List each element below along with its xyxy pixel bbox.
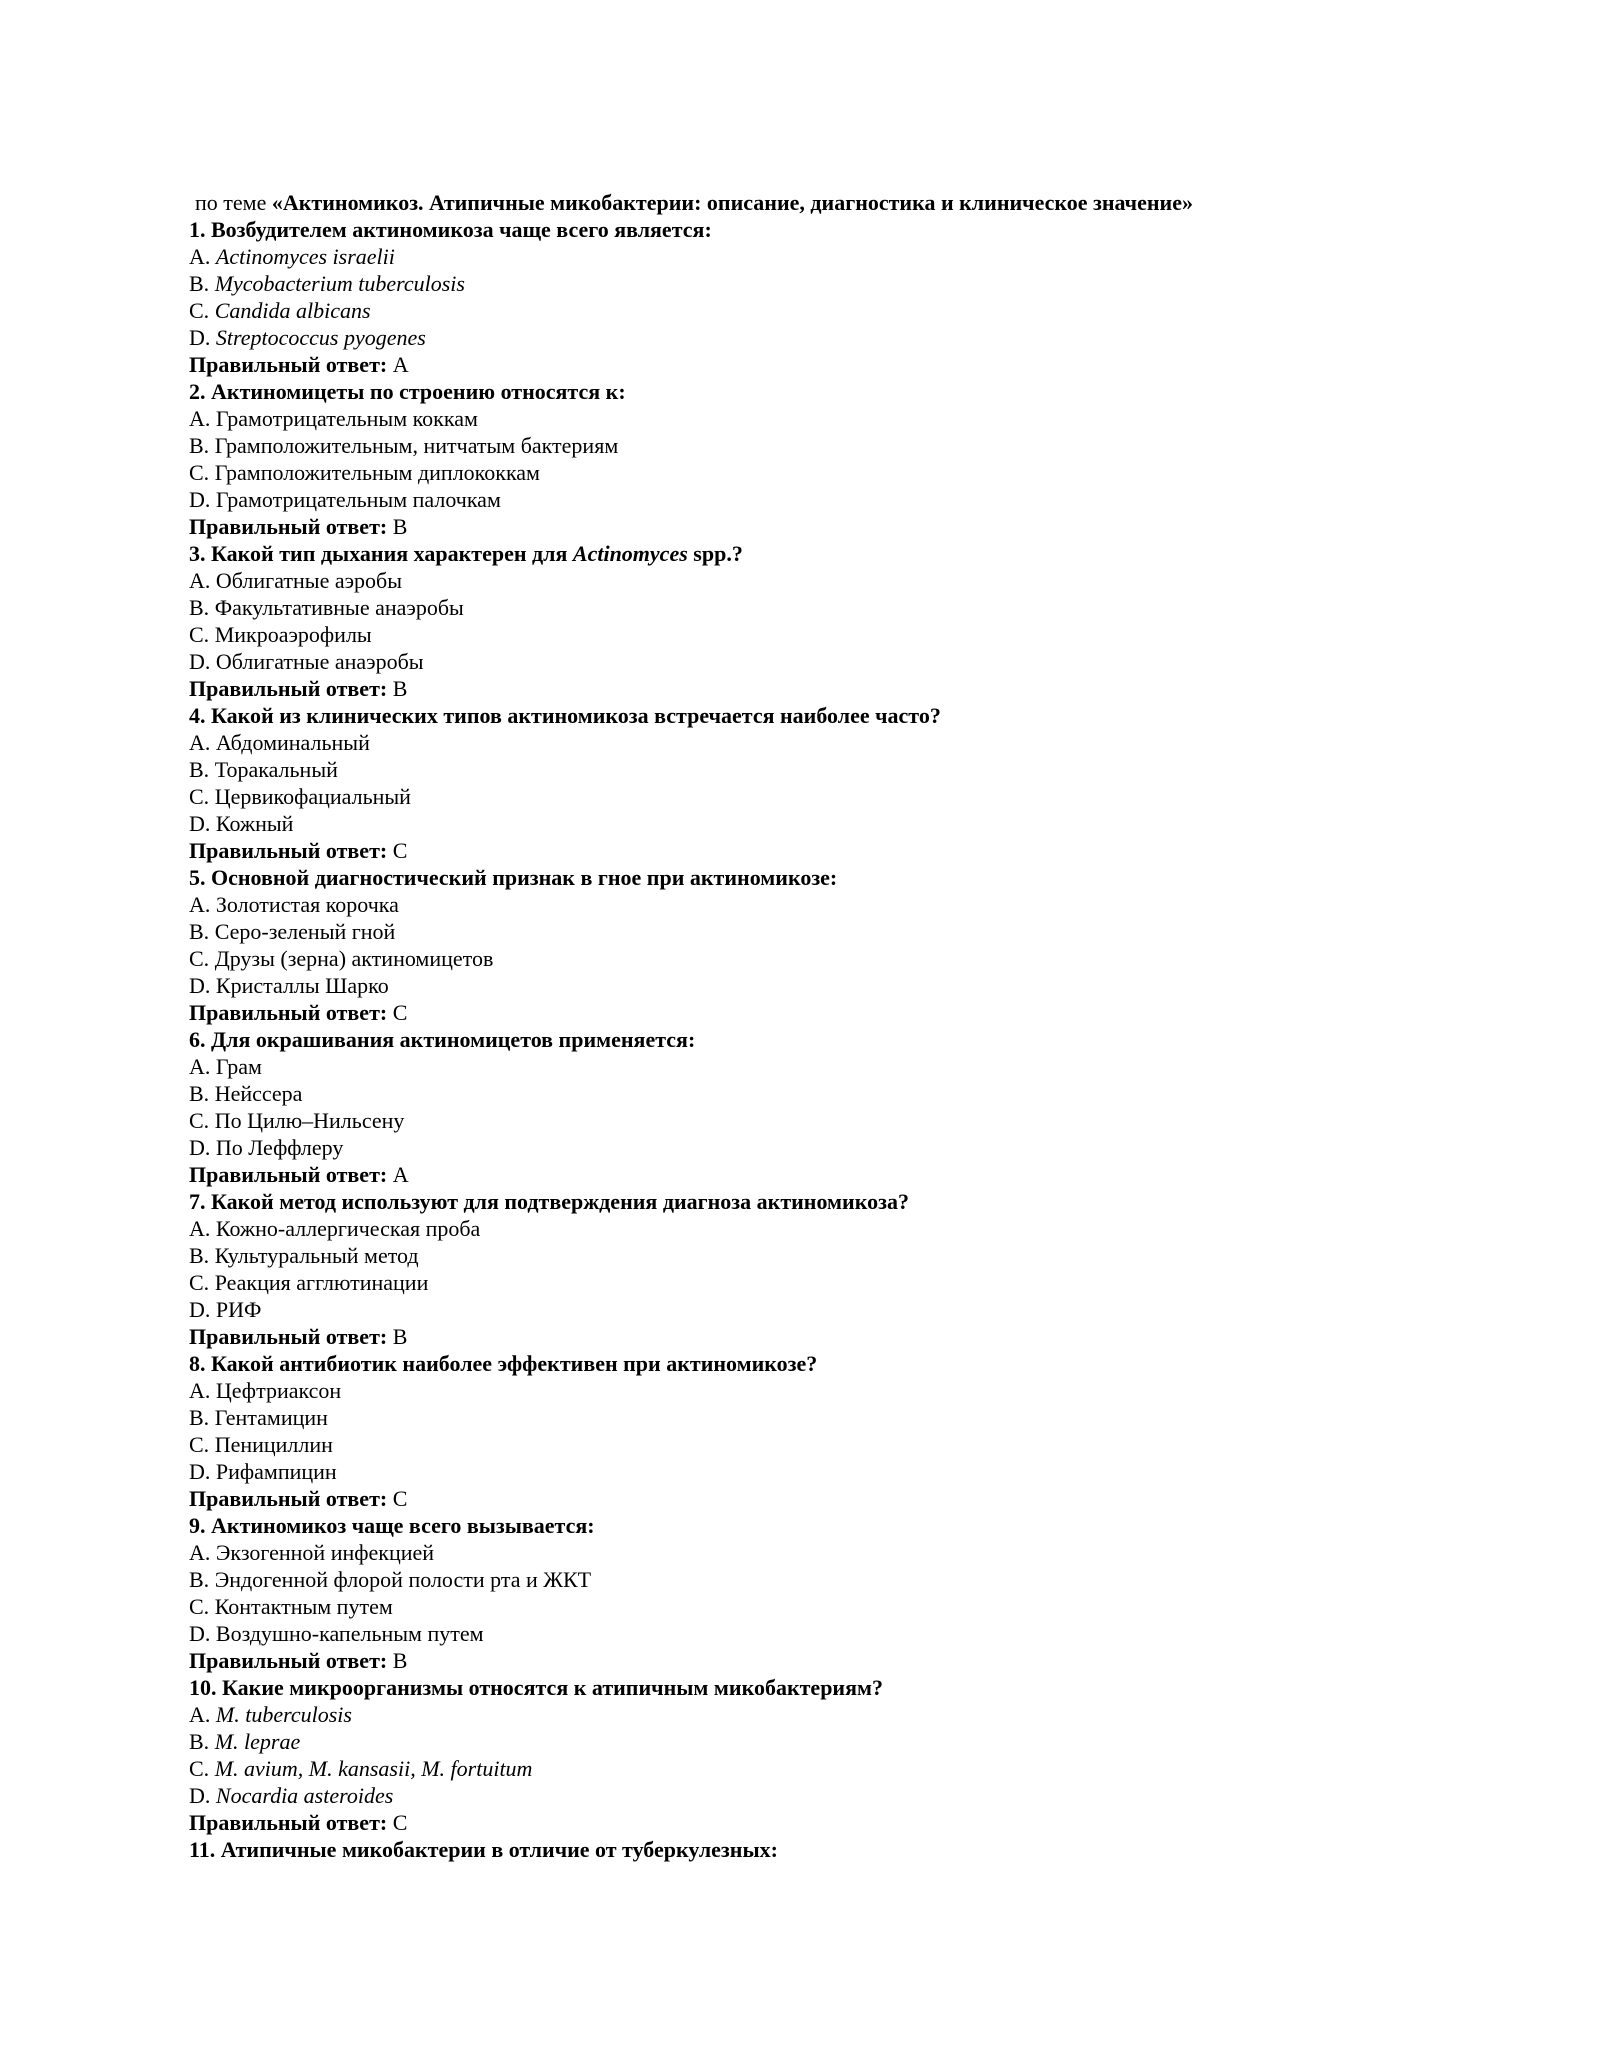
option-letter: A. [189,1054,211,1079]
answer-label: Правильный ответ: [189,1000,388,1025]
option-letter: C. [189,1270,210,1295]
option-text: По Леффлеру [215,1135,344,1160]
option-text: Эндогенной флорой полости рта и ЖКТ [214,1567,592,1592]
answer-value: C [392,1810,408,1835]
option-letter: C. [189,460,210,485]
option-c [189,1431,1429,1458]
answer-value: B [392,1324,408,1349]
correct-answer [189,1809,1429,1836]
option-text: Облигатные аэробы [215,568,403,593]
question-text-end: spp.? [687,541,743,566]
option-d [189,1296,1429,1323]
option-letter: A. [189,1216,211,1241]
correct-answer [189,513,1429,540]
answer-value: C [392,1486,408,1511]
option-b [189,432,1429,459]
option-text: M. tuberculosis [215,1702,352,1727]
answer-label: Правильный ответ: [189,838,388,863]
option-letter: C. [189,298,210,323]
option-text: Пенициллин [214,1432,333,1457]
option-letter: A. [189,892,211,917]
option-b [189,1404,1429,1431]
option-a [189,729,1429,756]
question-text: Для окрашивания актиномицетов применяется: [211,1027,696,1052]
question-11 [189,1836,1429,1863]
option-letter: A. [189,1378,211,1403]
question-4 [189,702,1429,729]
option-a [189,1539,1429,1566]
correct-answer [189,1485,1429,1512]
option-letter: D. [189,649,211,674]
question-text: Актиномицеты по строению относятся к: [211,379,626,404]
question-text-italic: Actinomyces [572,541,688,566]
correct-answer [189,837,1429,864]
option-letter: C. [189,1432,210,1457]
option-text: Mycobacterium tuberculosis [214,271,465,296]
option-letter: B. [189,1081,210,1106]
option-a [189,1377,1429,1404]
question-number: 6. [189,1027,206,1052]
option-letter: D. [189,1459,211,1484]
option-d [189,648,1429,675]
question-7 [189,1188,1429,1215]
answer-value: C [392,838,408,863]
option-d [189,324,1429,351]
option-text: Грам [215,1054,262,1079]
question-number: 5. [189,865,206,890]
correct-answer [189,351,1429,378]
answer-value: A [392,352,409,377]
question-number: 4. [189,703,206,728]
question-5 [189,864,1429,891]
option-text: Микроаэрофилы [214,622,372,647]
option-text: Факультативные анаэробы [214,595,464,620]
option-text: Контактным путем [214,1594,393,1619]
option-text: Грамотрицательным коккам [215,406,478,431]
option-d [189,486,1429,513]
option-letter: D. [189,1297,211,1322]
option-text: Грамположительным, нитчатым бактериям [214,433,619,458]
question-8 [189,1350,1429,1377]
option-letter: C. [189,1756,210,1781]
option-text: Гентамицин [214,1405,328,1430]
option-text: Цефтриаксон [215,1378,342,1403]
option-a [189,567,1429,594]
option-letter: C. [189,784,210,809]
option-d [189,1458,1429,1485]
option-text: Цервикофациальный [214,784,411,809]
answer-label: Правильный ответ: [189,1648,388,1673]
option-d [189,810,1429,837]
answer-label: Правильный ответ: [189,514,388,539]
topic-title: «Актиномикоз. Атипичные микобактерии: описание, диагностика и клиническое значение» [271,190,1193,215]
question-number: 1. [189,217,206,242]
question-text: Атипичные микобактерии в отличие от туберкулезных: [220,1837,778,1862]
option-text: Streptococcus pyogenes [215,325,426,350]
topic-prefix: по теме [195,190,272,215]
option-text: Рифампицин [215,1459,337,1484]
answer-label: Правильный ответ: [189,1324,388,1349]
option-letter: A. [189,568,211,593]
question-text: Актиномикоз чаще всего вызывается: [211,1513,595,1538]
option-b [189,756,1429,783]
question-10 [189,1674,1429,1701]
option-text: Реакция агглютинации [214,1270,429,1295]
question-3 [189,540,1429,567]
answer-label: Правильный ответ: [189,1162,388,1187]
option-c [189,621,1429,648]
question-text: Основной диагностический признак в гное при актиномикозе: [211,865,838,890]
option-letter: A. [189,244,211,269]
question-text: Какие микроорганизмы относятся к атипичным микобактериям? [222,1675,883,1700]
option-c [189,1593,1429,1620]
option-d [189,1134,1429,1161]
answer-label: Правильный ответ: [189,352,388,377]
option-text: Серо-зеленый гной [214,919,396,944]
question-number: 7. [189,1189,206,1214]
correct-answer [189,999,1429,1026]
option-letter: D. [189,325,211,350]
option-letter: B. [189,1729,210,1754]
option-letter: B. [189,1405,210,1430]
option-text: Облигатные анаэробы [215,649,424,674]
option-b [189,594,1429,621]
option-b [189,1566,1429,1593]
correct-answer [189,1323,1429,1350]
option-a [189,243,1429,270]
option-b [189,918,1429,945]
question-text: Возбудителем актиномикоза чаще всего является: [211,217,712,242]
option-letter: B. [189,919,210,944]
option-letter: D. [189,487,211,512]
option-letter: B. [189,595,210,620]
option-b [189,1080,1429,1107]
answer-value: A [392,1162,409,1187]
answer-value: B [392,514,408,539]
option-letter: D. [189,811,211,836]
option-b [189,1728,1429,1755]
question-number: 2. [189,379,206,404]
option-a [189,405,1429,432]
option-c [189,297,1429,324]
option-c [189,1755,1429,1782]
option-letter: A. [189,406,211,431]
option-text: Друзы (зерна) актиномицетов [214,946,494,971]
option-text: Нейссера [214,1081,303,1106]
option-c [189,945,1429,972]
option-text: Грамположительным диплококкам [214,460,540,485]
option-text: Nocardia asteroides [215,1783,394,1808]
option-letter: B. [189,1243,210,1268]
option-letter: C. [189,946,210,971]
option-text: Торакальный [214,757,338,782]
option-letter: B. [189,433,210,458]
option-b [189,270,1429,297]
answer-value: C [392,1000,408,1025]
option-text: Культуральный метод [214,1243,419,1268]
question-text: Какой из клинических типов актиномикоза встречается наиболее часто? [211,703,941,728]
question-number: 10. [189,1675,217,1700]
option-letter: D. [189,1783,211,1808]
option-c [189,459,1429,486]
option-d [189,1782,1429,1809]
option-text: Экзогенной инфекцией [215,1540,435,1565]
option-text: M. avium, M. kansasii, M. fortuitum [214,1756,533,1781]
option-letter: A. [189,1540,211,1565]
correct-answer [189,1161,1429,1188]
option-letter: A. [189,1702,211,1727]
option-text: РИФ [215,1297,262,1322]
answer-value: B [392,1648,408,1673]
option-text: Воздушно-капельным путем [215,1621,484,1646]
option-text: Кристаллы Шарко [215,973,389,998]
question-number: 11. [189,1837,216,1862]
question-6 [189,1026,1429,1053]
option-b [189,1242,1429,1269]
option-letter: D. [189,1135,211,1160]
answer-label: Правильный ответ: [189,676,388,701]
answer-value: B [392,676,408,701]
option-text: Абдоминальный [215,730,370,755]
option-text: Кожно-аллергическая проба [215,1216,481,1241]
option-a [189,1701,1429,1728]
option-letter: B. [189,1567,210,1592]
correct-answer [189,675,1429,702]
question-number: 8. [189,1351,206,1376]
option-text: Candida albicans [214,298,371,323]
option-text: Кожный [215,811,294,836]
correct-answer [189,1647,1429,1674]
answer-label: Правильный ответ: [189,1810,388,1835]
option-text: По Цилю–Нильсену [214,1108,405,1133]
option-letter: D. [189,973,211,998]
option-c [189,1107,1429,1134]
topic-line [189,189,1429,216]
option-letter: C. [189,1594,210,1619]
question-number: 9. [189,1513,206,1538]
question-2 [189,378,1429,405]
question-text: Какой метод используют для подтверждения диагноза актиномикоза? [211,1189,909,1214]
option-a [189,891,1429,918]
option-text: Золотистая корочка [215,892,399,917]
question-text: Какой антибиотик наиболее эффективен при актиномикозе? [211,1351,818,1376]
option-letter: A. [189,730,211,755]
option-text: Грамотрицательным палочкам [215,487,501,512]
option-c [189,783,1429,810]
option-text: Actinomyces israelii [215,244,395,269]
option-text: M. leprae [214,1729,301,1754]
option-a [189,1215,1429,1242]
option-letter: C. [189,1108,210,1133]
option-c [189,1269,1429,1296]
question-text: Какой тип дыхания характерен для [211,541,573,566]
question-9 [189,1512,1429,1539]
question-1 [189,216,1429,243]
option-d [189,972,1429,999]
option-letter: C. [189,622,210,647]
answer-label: Правильный ответ: [189,1486,388,1511]
option-letter: B. [189,757,210,782]
document-page [189,189,1429,1863]
option-d [189,1620,1429,1647]
option-letter: D. [189,1621,211,1646]
option-letter: B. [189,271,210,296]
question-number: 3. [189,541,206,566]
option-a [189,1053,1429,1080]
